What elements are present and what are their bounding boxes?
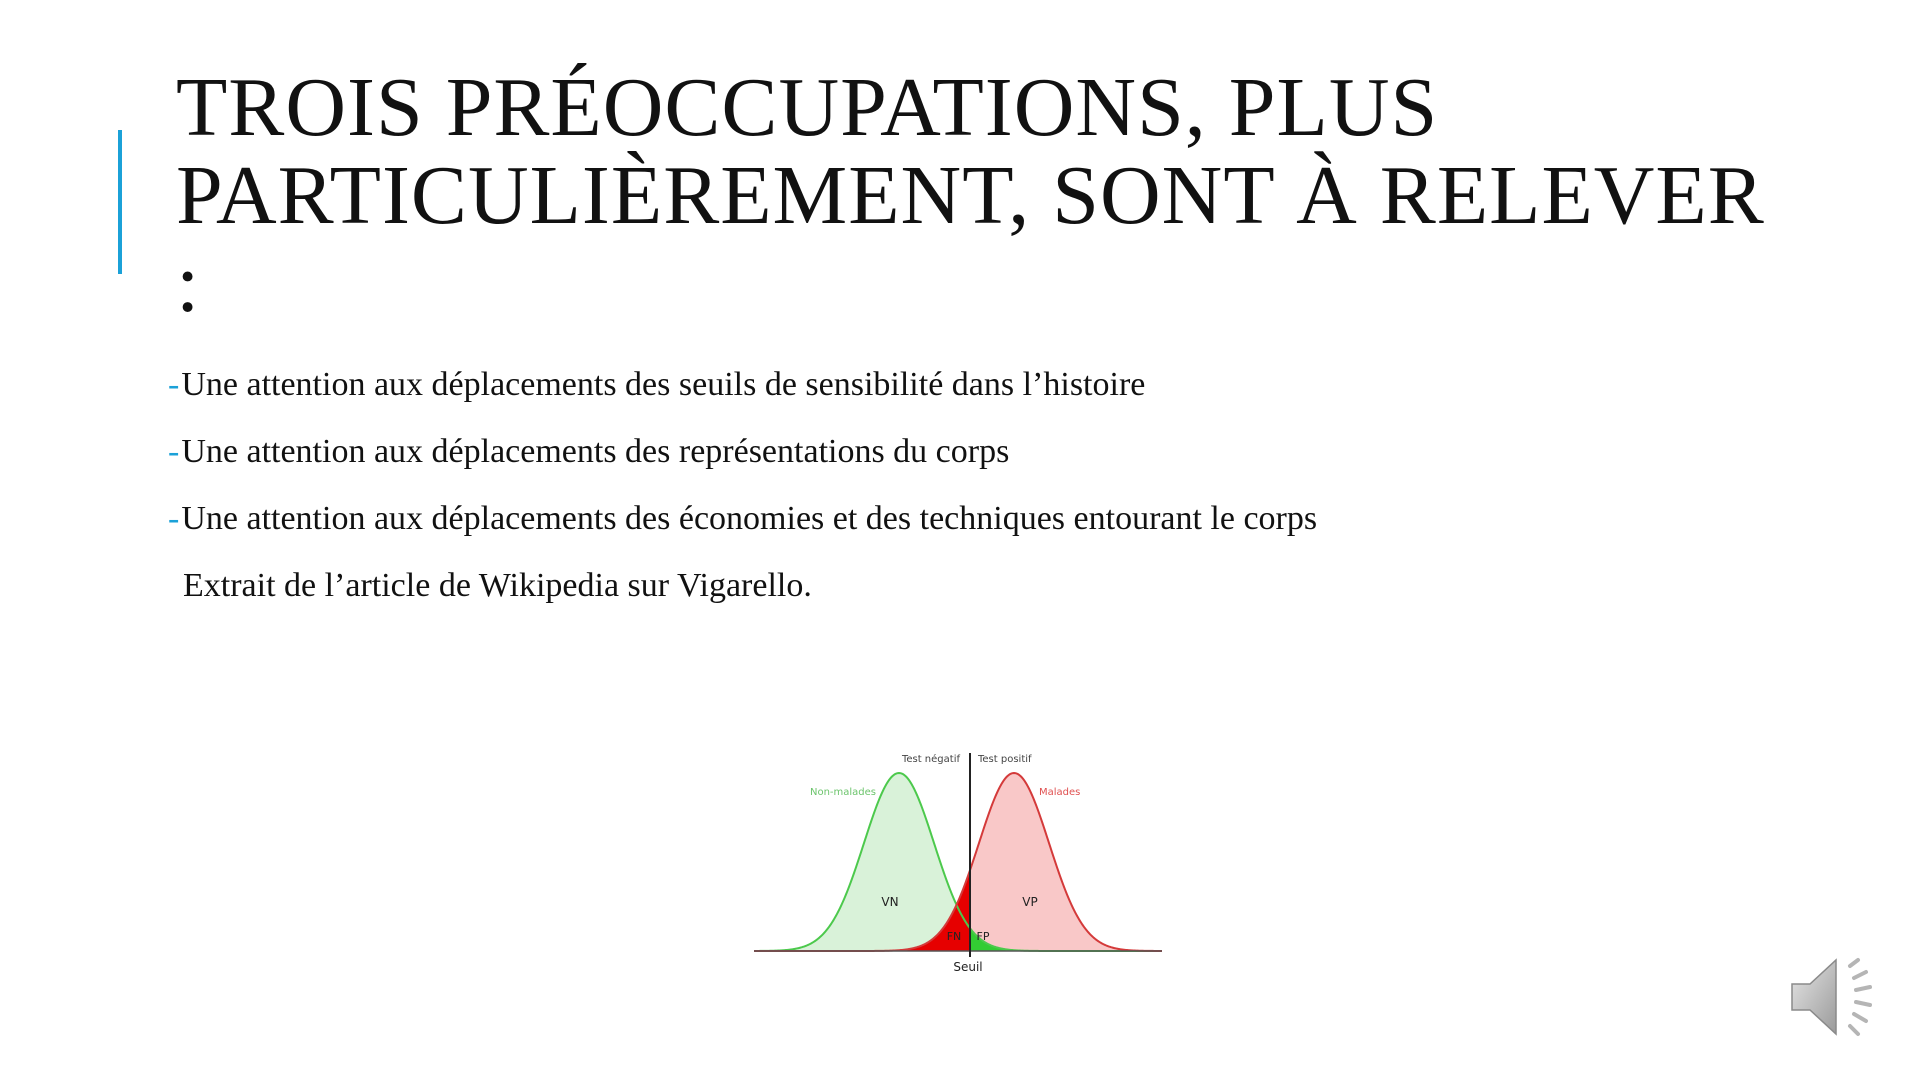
malades-area (970, 773, 1162, 951)
bullet-dash: - (168, 433, 180, 470)
source-text: Extrait de l’article de Wikipedia sur Vigarello. (183, 567, 812, 604)
fp-label: FP (976, 930, 990, 943)
bullet-dash: - (168, 366, 180, 403)
seuil-label: Seuil (953, 960, 983, 974)
slide-title: TROIS PRÉOCCUPATIONS, PLUS PARTICULIÈREMENT, SONT À RELEVER : (176, 61, 1765, 330)
speaker-icon[interactable] (1788, 952, 1888, 1042)
test-negative-label: Test négatif (901, 754, 960, 765)
malades-label: Malades (1039, 787, 1081, 798)
distribution-svg (750, 745, 1180, 985)
bullet-list (168, 358, 1317, 626)
title-accent-bar (118, 130, 122, 274)
bullet-text: Une attention aux déplacements des représentations du corps (181, 433, 1010, 470)
bullet-item (168, 358, 1317, 425)
non-malades-label: Non-malades (809, 787, 876, 798)
vp-label: VP (1022, 895, 1038, 909)
threshold-distribution-figure (750, 745, 1180, 985)
bullet-item (168, 492, 1317, 559)
bullet-item (168, 425, 1317, 492)
speaker-icon-graphic (1788, 952, 1888, 1042)
test-positive-label: Test positif (978, 754, 1032, 765)
bullet-text: Une attention aux déplacements des seuils de sensibilité dans l’histoire (181, 366, 1146, 403)
non-malades-area (754, 773, 970, 951)
source-note (168, 559, 1317, 626)
bullet-text: Une attention aux déplacements des économies et des techniques entourant le corps (181, 500, 1318, 537)
bullet-dash: - (168, 500, 180, 537)
vn-label: VN (881, 895, 899, 909)
fn-label: FN (946, 930, 962, 943)
